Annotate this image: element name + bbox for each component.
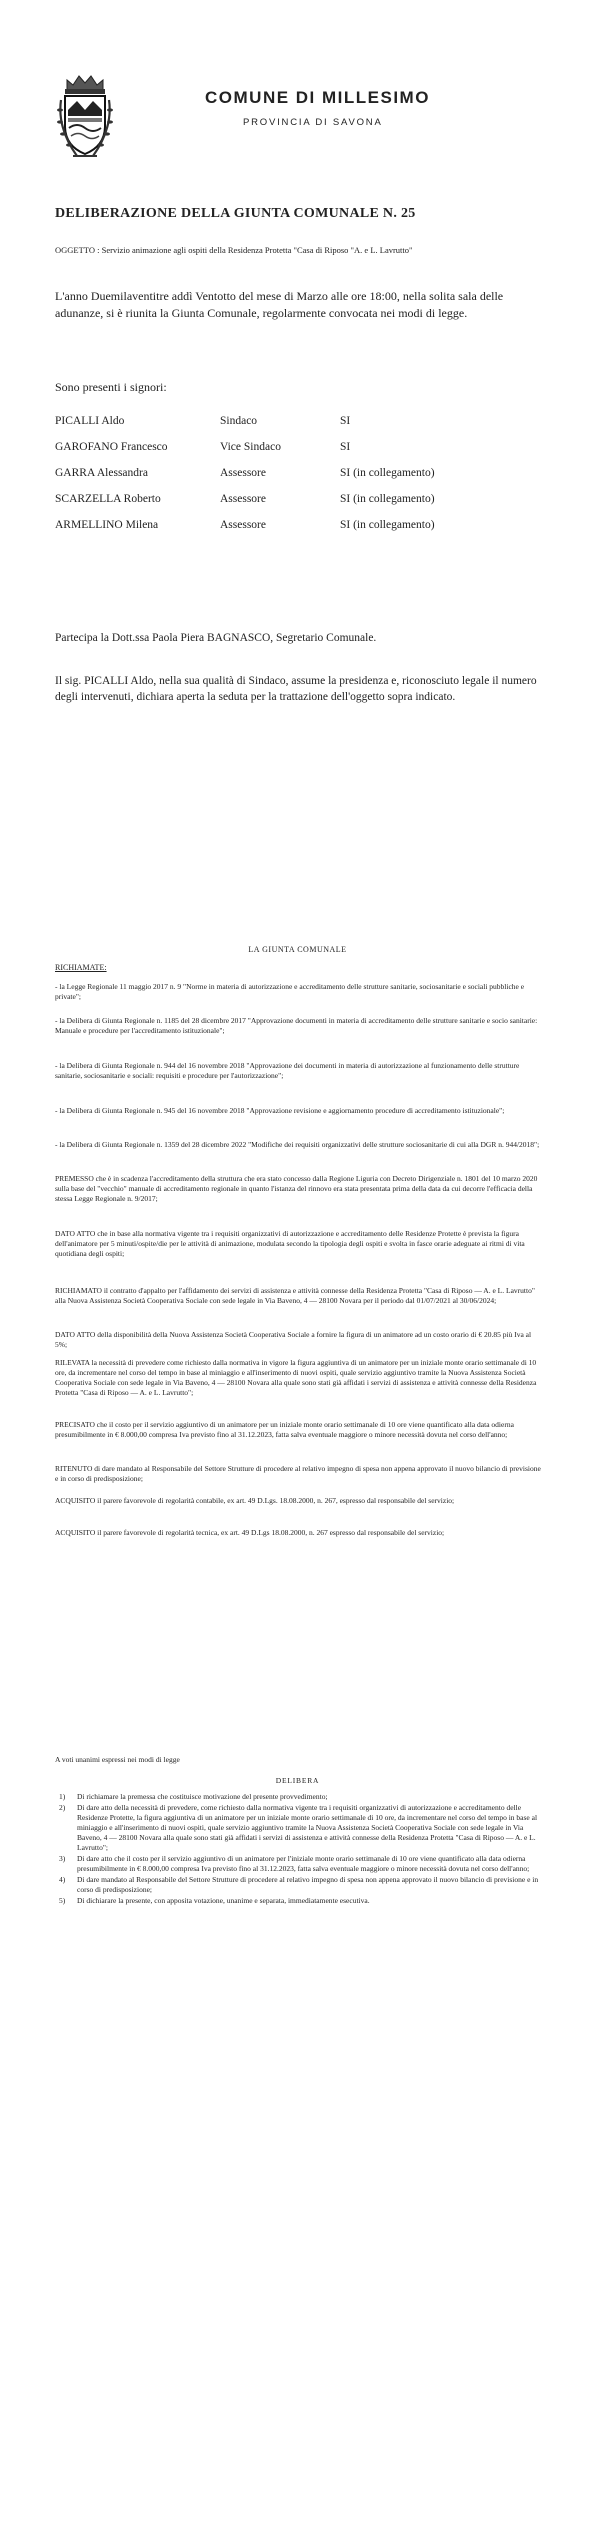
resolution-item (55, 1803, 545, 1853)
municipal-crest-logo (55, 70, 115, 162)
item-number: 2) (59, 1803, 66, 1812)
item-text: Di dichiarare la presente, con apposita votazione, unanime e separata, immediatamente esecutiva. (77, 1896, 370, 1905)
municipality-name: COMUNE DI MILLESIMO (205, 88, 430, 107)
province-name: PROVINCIA DI SAVONA (243, 117, 383, 128)
recital-paragraph: - la Delibera di Giunta Regionale n. 944 del 16 novembre 2018 "Approvazione dei documenti in materia di autorizzazione al funzionamento delle strutture sanitarie, sociosanitarie e sociali: requisiti e procedure per l'autorizzazione"; (55, 1061, 520, 1080)
resolution-item (55, 1792, 545, 1802)
attendee-row (55, 415, 555, 431)
attendee-status: SI (340, 441, 351, 453)
recital-paragraph: PREMESSO che è in scadenza l'accreditamento della struttura che era stato concesso dalla Regione Liguria con Decreto Dirigenziale n. 1801 del 10 marzo 2020 sulla base del "vecchio" manuale di accreditamento regionale in quanto l'istanza del rinnovo era stata presentata prima della data da cui decorre l'efficacia della stessa Legge Regionale n. 9/2017; (55, 1174, 538, 1203)
item-number: 1) (59, 1792, 66, 1801)
recital-paragraph: - la Delibera di Giunta Regionale n. 1359 del 28 dicembre 2022 "Modifiche dei requisiti organizzativi delle strutture sociosanitarie di cui alla DGR n. 944/2018"; (55, 1140, 540, 1149)
vote-statement: A voti unanimi espressi nei modi di legge (55, 1755, 180, 1764)
recital-paragraph: - la Legge Regionale 11 maggio 2017 n. 9 "Norme in materia di autorizzazione e accreditamento delle strutture sanitarie, sociosanitarie e sociali pubbliche e private"; (55, 982, 525, 1001)
recital-paragraph: RITENUTO di dare mandato al Responsabile del Settore Strutture di procedere al relativo impegno di spesa non appena approvato il nuovo bilancio di previsione e in corso di predisposizione; (55, 1464, 541, 1483)
attendee-name: GARRA Alessandra (55, 467, 148, 479)
attendee-status: SI (340, 415, 351, 427)
item-text: Di dare atto che il costo per il servizio aggiuntivo di un animatore per l'iniziale monte orario settimanale di 10 ore viene quantificato alla data odierna presumibilmente in € 8.000,00 compresa Iva previsto fino al 31.12.2023, fatta salva eventuale maggiore o minore necessità dovuta nel corso dell'anno; (77, 1854, 530, 1873)
recalled-label: RICHIAMATE: (55, 963, 107, 972)
attendee-role: Assessore (220, 467, 266, 479)
attendee-role: Vice Sindaco (220, 441, 281, 453)
item-number: 3) (59, 1854, 66, 1863)
resolution-item (55, 1896, 545, 1906)
item-text: Di richiamare la premessa che costituisce motivazione del presente provvedimento; (77, 1792, 328, 1801)
recital-paragraph: RILEVATA la necessità di prevedere come richiesto dalla normativa in vigore la figura aggiuntiva di un animatore per un iniziale monte orario settimanale di 10 ore, da incrementare nel corso del tempo in base al miniaggio e all'inserimento di nuovi ospiti, quale servizio aggiuntivo tramite la Nuova Assistenza Società Cooperativa Sociale con sede legale in Via Baveno, 4 — 28100 Novara alla quale sono stati già affidati i servizi di assistenza e attività connesse della Residenza Protetta "Casa di Riposo — A. e L. Lavrutto"; (55, 1358, 537, 1397)
resolves-heading: DELIBERA (275, 1776, 320, 1785)
council-heading: LA GIUNTA COMUNALE (248, 945, 347, 954)
item-text: Di dare atto della necessità di prevedere, come richiesto dalla normativa vigente tra i requisiti organizzativi di autorizzazione e accreditamento delle Residenze Protette, la figura aggiuntiva di un animatore per un iniziale monte orario settimanale di 10 ore, da incrementare nel corso del tempo in base al miniaggio e all'inserimento di nuovi ospiti, quale servizio aggiuntivo tramite la Nuova Assistenza Società Cooperativa Sociale con sede legale in Via Baveno, 4 — 28100 Novara alla quale sono stati già affidati i servizi di assistenza e attività connesse della Residenza Protetta "Casa di Riposo — A. e L. Lavrutto"; (77, 1803, 538, 1852)
attendee-role: Sindaco (220, 415, 258, 427)
item-number: 4) (59, 1875, 66, 1884)
presidency-paragraph: Il sig. PICALLI Aldo, nella sua qualità di Sindaco, assume la presidenza e, riconosciuto legale il numero degli intervenuti, dichiara aperta la seduta per la trattazione dell'oggetto sopra indicato. (55, 675, 537, 703)
item-number: 5) (59, 1896, 66, 1905)
attendee-role: Assessore (220, 493, 266, 505)
attendee-status: SI (in collegamento) (340, 519, 435, 531)
recital-paragraph: - la Delibera di Giunta Regionale n. 1185 del 28 dicembre 2017 "Approvazione documenti in materia di accreditamento delle strutture sanitarie e socio sanitarie: Manuale e procedure per l'accreditamento istituzionale"; (55, 1016, 538, 1035)
recital-paragraph: DATO ATTO della disponibilità della Nuova Assistenza Società Cooperativa Sociale a fornire la figura di un animatore ad un costo orario di € 20.85 più Iva al 5%; (55, 1330, 532, 1349)
deliberation-title: DELIBERAZIONE DELLA GIUNTA COMUNALE N. 25 (55, 206, 416, 221)
attendee-name: GAROFANO Francesco (55, 441, 168, 453)
recital-paragraph: DATO ATTO che in base alla normativa vigente tra i requisiti organizzativi di autorizzazione e accreditamento delle Residenze Protette è prevista la figura dell'animatore per 5 minuti/ospite/die per le attività di animazione, modulata secondo la tipologia degli ospiti e svolta in fasce orarie adeguate ai ritmi di vita quotidiana degli ospiti; (55, 1229, 525, 1258)
attendee-status: SI (in collegamento) (340, 467, 435, 479)
attendee-row (55, 493, 555, 509)
attendee-row (55, 519, 555, 535)
recital-paragraph: PRECISATO che il costo per il servizio aggiuntivo di un animatore per un iniziale monte orario settimanale di 10 ore viene quantificato alla data odierna presumibilmente in € 8.000,00 compresa Iva previsto fino al 31.12.2023, fatta salva eventuale maggiore o minore necessità dovuta nel corso dell'anno; (55, 1420, 514, 1439)
attendee-status: SI (in collegamento) (340, 493, 435, 505)
item-text: Di dare mandato al Responsabile del Settore Strutture di procedere al relativo impegno di spesa non appena approvato il nuovo bilancio di previsione e in corso di predisposizione; (77, 1875, 539, 1894)
resolution-item (55, 1854, 545, 1874)
recital-paragraph: ACQUISITO il parere favorevole di regolarità contabile, ex art. 49 D.Lgs. 18.08.2000, n. 267, espresso dal responsabile del servizio; (55, 1496, 455, 1505)
resolution-list (55, 1792, 545, 1907)
secretary-line: Partecipa la Dott.ssa Paola Piera BAGNASCO, Segretario Comunale. (55, 632, 377, 644)
recital-paragraph: - la Delibera di Giunta Regionale n. 945 del 16 novembre 2018 "Approvazione revisione e aggiornamento procedure di accreditamento istituzionale"; (55, 1106, 505, 1115)
attendee-name: SCARZELLA Roberto (55, 493, 161, 505)
resolution-item (55, 1875, 545, 1895)
attendee-name: PICALLI Aldo (55, 415, 125, 427)
recital-paragraph: RICHIAMATO il contratto d'appalto per l'affidamento dei servizi di assistenza e attività connesse della Residenza Protetta "Casa di Riposo — A. e L. Lavrutto" alla Nuova Assistenza Società Cooperativa Sociale con sede legale in Via Baveno, 4 — 28100 Novara per il periodo dal 01/07/2021 al 30/06/2024; (55, 1286, 535, 1305)
attendee-role: Assessore (220, 519, 266, 531)
subject-line: OGGETTO : Servizio animazione agli ospiti della Residenza Protetta "Casa di Riposo "A. e L. Lavrutto" (55, 245, 413, 255)
attendee-name: ARMELLINO Milena (55, 519, 159, 531)
attendee-row (55, 441, 555, 457)
attendee-row (55, 467, 555, 483)
recital-paragraph: ACQUISITO il parere favorevole di regolarità tecnica, ex art. 49 D.Lgs 18.08.2000, n. 267 espresso dal responsabile del servizio; (55, 1528, 445, 1537)
meeting-intro: L'anno Duemilaventitre addì Ventotto del mese di Marzo alle ore 18:00, nella solita sala delle adunanze, si è riunita la Giunta Comunale, regolarmente convocata nei modi di legge. (55, 289, 504, 320)
attendees-label: Sono presenti i signori: (55, 380, 167, 394)
